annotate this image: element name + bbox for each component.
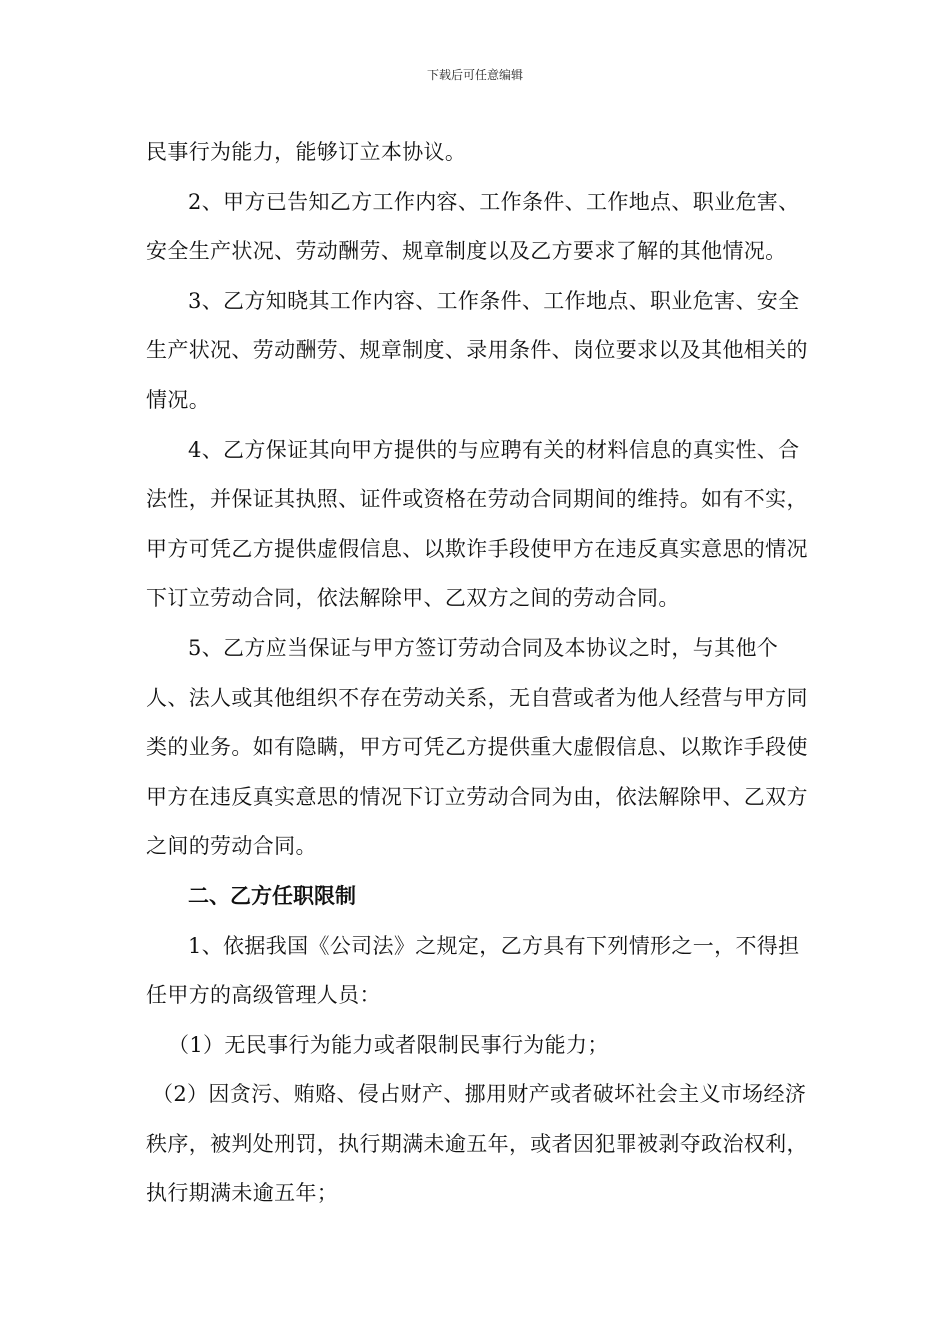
paragraph-continuation: 民事行为能力，能够订立本协议。 bbox=[146, 140, 467, 164]
paragraph-restriction-1-subitem-1: （1）无民事行为能力或者限制民事行为能力； bbox=[168, 1032, 609, 1057]
paragraph-item-4: 4、乙方保证其向甲方提供的与应聘有关的材料信息的真实性、合法性，并保证其执照、证件或资格在劳动合同期间的维持。如有不实，甲方可凭乙方提供虚假信息、以欺诈手段使甲方在违反真实意思的情况下订立劳动合同，依法解除甲、乙双方之间的劳动合同。 bbox=[146, 437, 808, 611]
paragraph-restriction-1-subitem-2: （2）因贪污、贿赂、侵占财产、挪用财产或者破坏社会主义市场经济秩序，被判处刑罚，执行期满未逾五年，或者因犯罪被剥夺政治权利，执行期满未逾五年； bbox=[146, 1082, 808, 1206]
page-header: 下载后可任意编辑 bbox=[426, 68, 523, 82]
paragraph-item-5: 5、乙方应当保证与甲方签订劳动合同及本协议之时，与其他个人、法人或其他组织不存在劳动关系，无自营或者为他人经营与甲方同类的业务。如有隐瞒，甲方可凭乙方提供重大虚假信息、以欺诈手段使甲方在违反真实意思的情况下订立劳动合同为由，依法解除甲、乙双方之间的劳动合同。 bbox=[146, 635, 808, 859]
paragraph-restriction-1: 1、依据我国《公司法》之规定，乙方具有下列情形之一，不得担任甲方的高级管理人员： bbox=[146, 933, 800, 1008]
paragraph-item-3: 3、乙方知晓其工作内容、工作条件、工作地点、职业危害、安全生产状况、劳动酬劳、规章制度、录用条件、岗位要求以及其他相关的情况。 bbox=[146, 288, 808, 412]
document-body bbox=[146, 128, 810, 1219]
section-heading: 二、乙方任职限制 bbox=[188, 883, 356, 908]
paragraph-item-2: 2、甲方已告知乙方工作内容、工作条件、工作地点、职业危害、安全生产状况、劳动酬劳、规章制度以及乙方要求了解的其他情况。 bbox=[146, 189, 800, 264]
